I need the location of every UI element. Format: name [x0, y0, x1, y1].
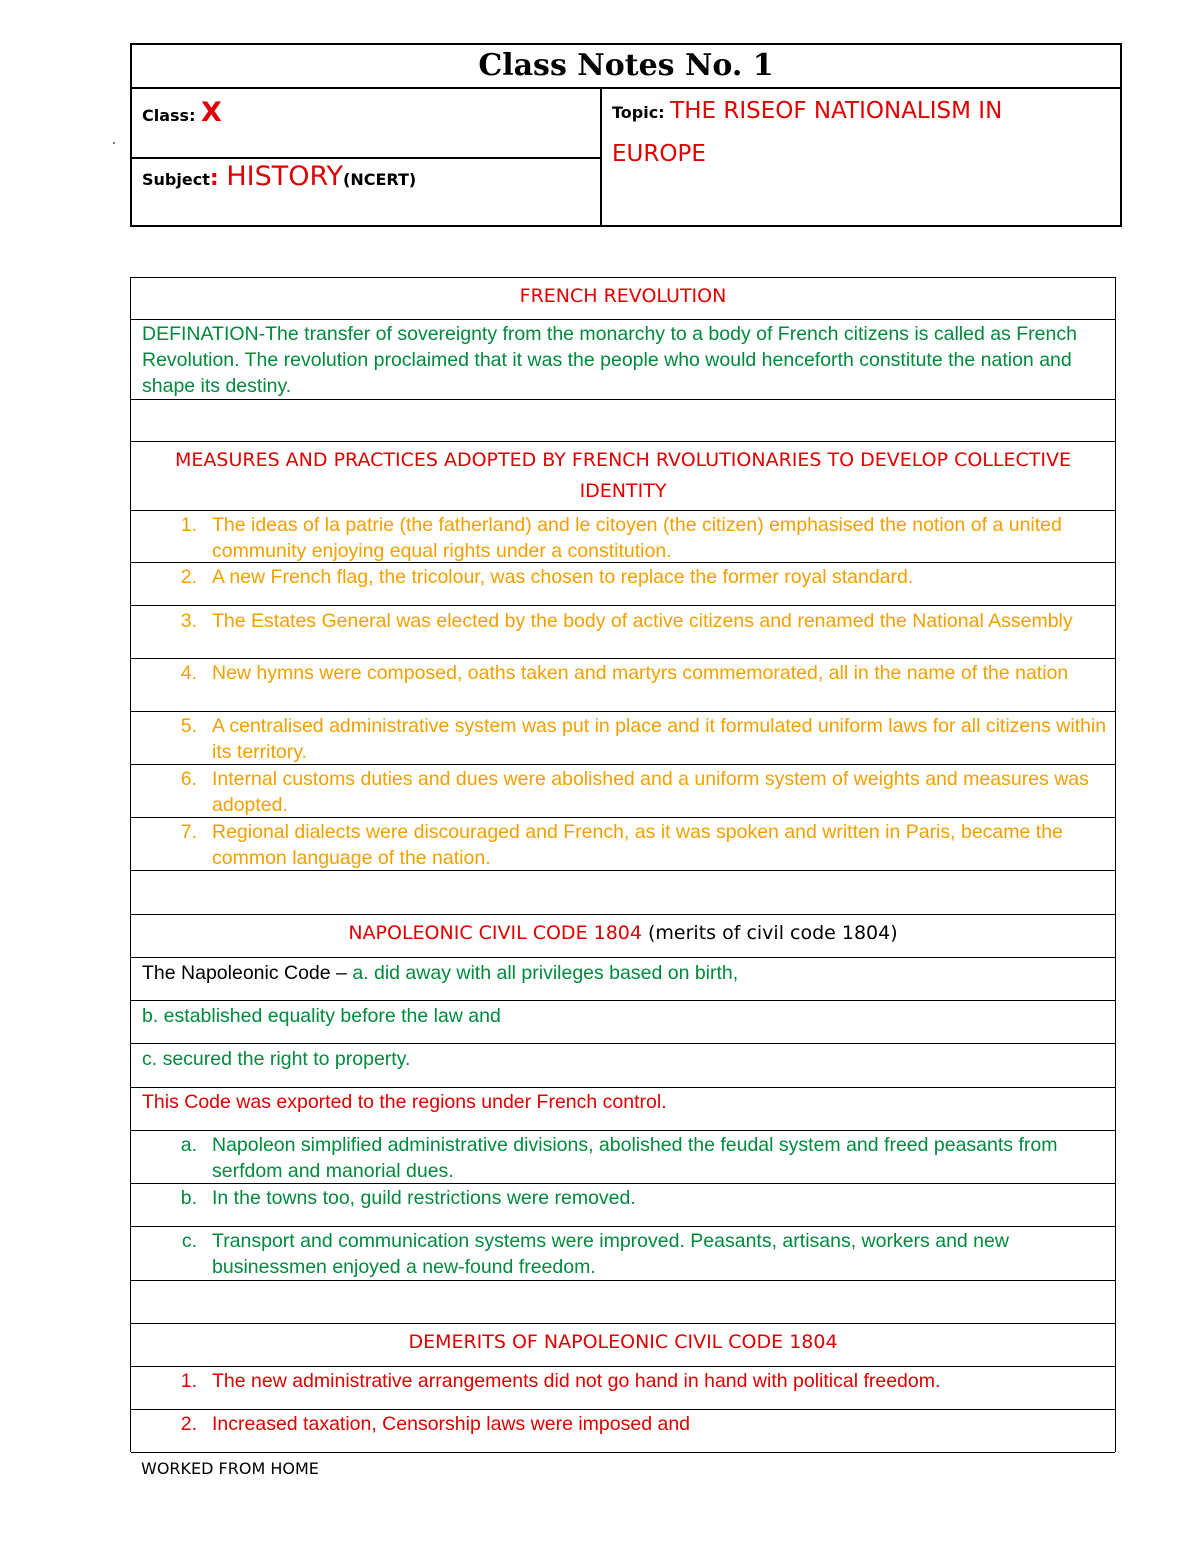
- topic-value: THE RISEOF NATIONALISM IN EUROPE: [612, 98, 1003, 167]
- class-label: Class:: [142, 106, 202, 125]
- row-divider: [131, 510, 1115, 511]
- item-number: 1.: [180, 1370, 197, 1392]
- civil-code-exported: This Code was exported to the regions under French control.: [142, 1091, 667, 1113]
- row-divider: [131, 399, 1115, 400]
- civil-code-merit-a: a. did away with all privileges based on birth,: [352, 962, 739, 984]
- item-text: In the towns too, guild restrictions were removed.: [212, 1187, 636, 1209]
- row-divider: [131, 957, 1115, 958]
- row-divider: [131, 1000, 1115, 1001]
- civil-code-heading-sub: (merits of civil code 1804): [641, 922, 898, 944]
- row-divider: [131, 1366, 1115, 1367]
- subject-value: HISTORY: [226, 161, 343, 192]
- item-text: The Estates General was elected by the body of active citizens and renamed the National Assembly: [212, 610, 1073, 632]
- row-divider: [131, 1130, 1115, 1131]
- civil-code-heading-main: NAPOLEONIC CIVIL CODE 1804: [348, 922, 642, 944]
- notes-table: [130, 277, 1116, 1452]
- class-cell: [132, 87, 600, 159]
- row-divider: [131, 658, 1115, 659]
- french-revolution-definition: DEFINATION-The transfer of sovereignty from the monarchy to a body of French citizens is called as French Revolution. The revolution proclaimed that it was the people who would henceforth constitute the nation and shape its destiny.: [142, 323, 1077, 397]
- row-divider: [131, 605, 1115, 606]
- subject-label: Subject: [142, 170, 210, 189]
- topic-label: Topic:: [612, 103, 671, 122]
- row-divider: [131, 277, 1115, 278]
- item-number: 6.: [180, 768, 197, 790]
- subject-colon: :: [209, 166, 227, 191]
- item-text: Transport and communication systems were improved. Peasants, artisans, workers and new businessmen enjoyed a new-found freedom.: [212, 1230, 1009, 1278]
- civil-code-intro-label: The Napoleonic Code –: [142, 962, 353, 984]
- item-number: b.: [180, 1187, 197, 1209]
- item-number: 3.: [180, 610, 197, 632]
- item-number: a.: [180, 1134, 197, 1156]
- civil-code-intro: [142, 960, 738, 986]
- row-divider: [131, 441, 1115, 442]
- footer-note: WORKED FROM HOME: [141, 1459, 319, 1478]
- class-value: X: [201, 97, 222, 128]
- row-divider: [131, 1409, 1115, 1410]
- page-title: Class Notes No. 1: [132, 45, 1120, 89]
- civil-code-merit-b: b. established equality before the law and: [142, 1005, 501, 1027]
- demerits-heading: DEMERITS OF NAPOLEONIC CIVIL CODE 1804: [408, 1331, 838, 1353]
- measures-heading: MEASURES AND PRACTICES ADOPTED BY FRENCH RVOLUTIONARIES TO DEVELOP COLLECTIVE IDENTITY: [175, 449, 1071, 502]
- row-divider: [131, 914, 1115, 915]
- row-divider: [131, 1280, 1115, 1281]
- item-text: A centralised administrative system was put in place and it formulated uniform laws for all citizens within its territory.: [212, 715, 1107, 763]
- row-divider: [131, 1226, 1115, 1227]
- item-number: 2.: [180, 566, 197, 588]
- subject-suffix: (NCERT): [343, 170, 417, 189]
- item-text: Internal customs duties and dues were abolished and a uniform system of weights and measures was adopted.: [212, 768, 1089, 816]
- civil-code-heading: [131, 918, 1115, 949]
- item-number: c.: [181, 1230, 197, 1252]
- item-number: 7.: [180, 821, 197, 843]
- subject-cell: [132, 157, 600, 225]
- row-divider: [131, 711, 1115, 712]
- stray-mark: [113, 142, 115, 144]
- item-text: A new French flag, the tricolour, was chosen to replace the former royal standard.: [212, 566, 914, 588]
- item-number: 5.: [180, 715, 197, 737]
- item-text: The new administrative arrangements did not go hand in hand with political freedom.: [212, 1370, 941, 1392]
- item-number: 4.: [180, 662, 197, 684]
- topic-cell: [600, 87, 1122, 225]
- item-text: Napoleon simplified administrative divisions, abolished the feudal system and freed peasants from serfdom and manorial dues.: [212, 1134, 1058, 1182]
- row-divider: [131, 1323, 1115, 1324]
- item-text: New hymns were composed, oaths taken and martyrs commemorated, all in the name of the nation: [212, 662, 1069, 684]
- item-number: 1.: [180, 514, 197, 536]
- item-text: Increased taxation, Censorship laws were imposed and: [212, 1413, 691, 1435]
- civil-code-merit-c: c. secured the right to property.: [142, 1048, 411, 1070]
- item-text: The ideas of la patrie (the fatherland) and le citoyen (the citizen) emphasised the notion of a united community enjoying equal rights under a constitution.: [212, 514, 1062, 562]
- row-divider: [131, 1087, 1115, 1088]
- row-divider: [131, 1452, 1115, 1453]
- row-divider: [131, 319, 1115, 320]
- item-number: 2.: [180, 1413, 197, 1435]
- item-text: Regional dialects were discouraged and French, as it was spoken and written in Paris, became the common language of the nation.: [212, 821, 1063, 869]
- header-box: [130, 43, 1122, 227]
- row-divider: [131, 1043, 1115, 1044]
- french-revolution-heading: FRENCH REVOLUTION: [519, 285, 727, 307]
